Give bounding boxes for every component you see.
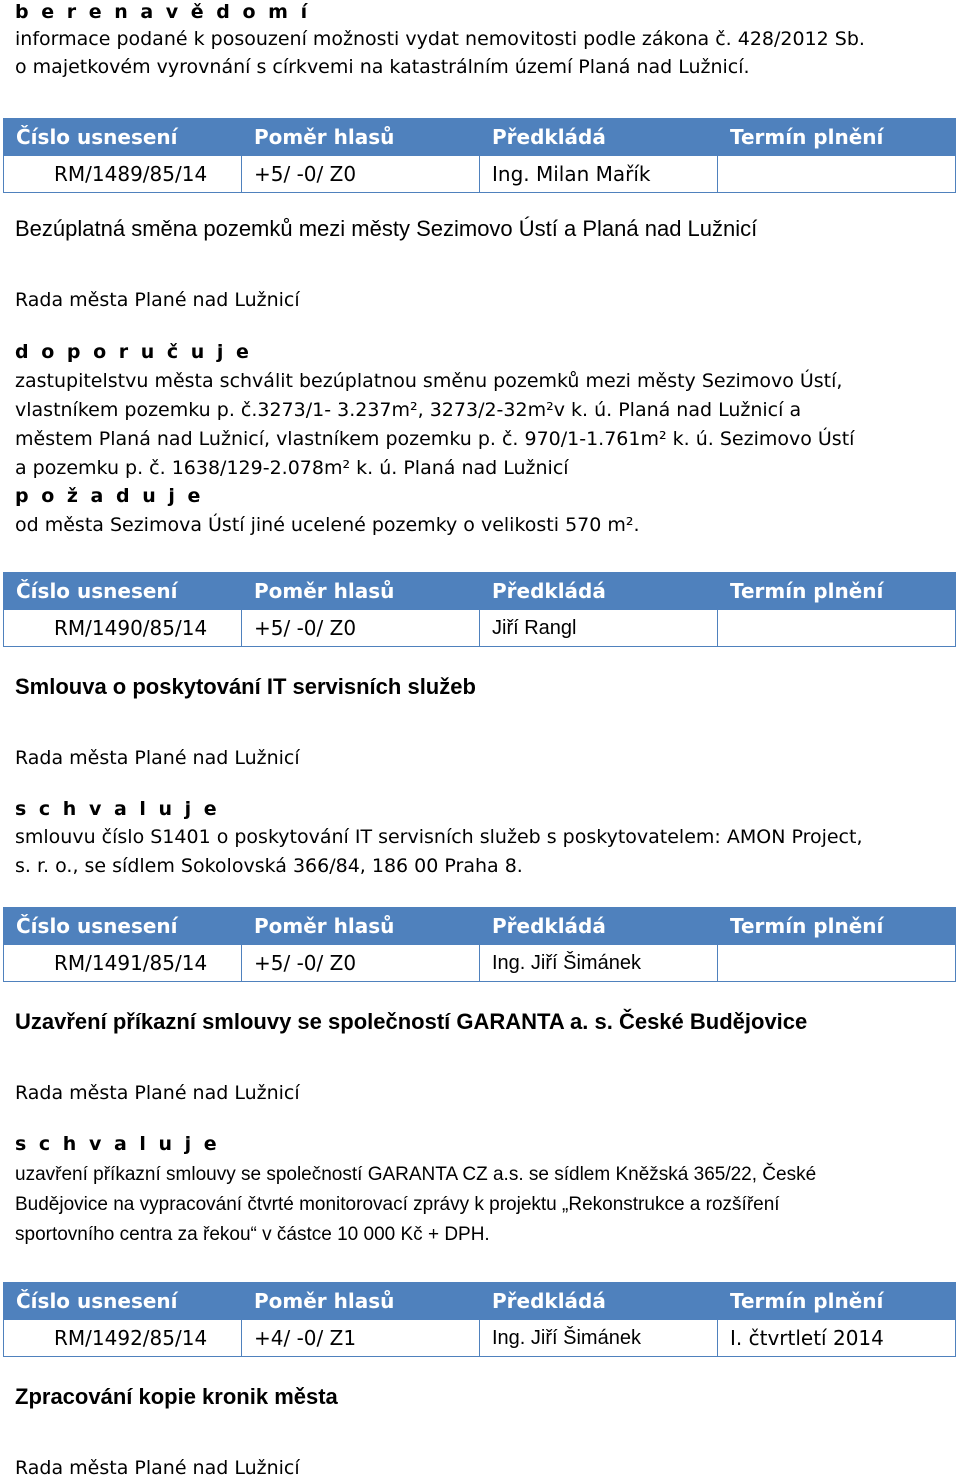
header-number: Číslo usnesení bbox=[4, 119, 242, 156]
header-deadline: Termín plnění bbox=[718, 1283, 956, 1320]
header-number: Číslo usnesení bbox=[4, 908, 242, 945]
header-votes: Poměr hlasů bbox=[242, 908, 480, 945]
resolution-title: Zpracování kopie kronik města bbox=[15, 1384, 338, 1409]
header-presenter: Předkládá bbox=[480, 908, 718, 945]
resolution-votes: +5/ -0/ Z0 bbox=[242, 156, 480, 193]
header-votes: Poměr hlasů bbox=[242, 573, 480, 610]
intro-line-2: o majetkovém vyrovnání s církvemi na katastrálním území Planá nad Lužnicí. bbox=[15, 56, 750, 78]
resolution-table-3 bbox=[3, 907, 956, 982]
resolution-text-line: smlouvu číslo S1401 o poskytování IT servisních služeb s poskytovatelem: AMON Project, bbox=[15, 826, 863, 848]
header-deadline: Termín plnění bbox=[718, 573, 956, 610]
resolution-title: Uzavření příkazní smlouvy se společností GARANTA a. s. České Budějovice bbox=[15, 1009, 808, 1034]
header-presenter: Předkládá bbox=[480, 119, 718, 156]
resolution-text-line: uzavření příkazní smlouvy se společností GARANTA CZ a.s. se sídlem Kněžská 365/22, České bbox=[15, 1164, 817, 1185]
resolution-number: RM/1492/85/14 bbox=[4, 1320, 242, 1357]
header-votes: Poměr hlasů bbox=[242, 119, 480, 156]
resolution-body-head: Rada města Plané nad Lužnicí bbox=[15, 747, 300, 769]
resolution-verb: s c h v a l u j e bbox=[15, 1133, 220, 1155]
resolution-text bbox=[15, 367, 955, 483]
resolution-text-line: a pozemku p. č. 1638/129-2.078m² k. ú. Planá nad Lužnicí bbox=[15, 457, 569, 479]
resolution-votes: +4/ -0/ Z1 bbox=[242, 1320, 480, 1357]
resolution-number: RM/1490/85/14 bbox=[4, 610, 242, 647]
resolution-verb-2: p o ž a d u j e bbox=[15, 485, 204, 507]
header-number: Číslo usnesení bbox=[4, 573, 242, 610]
header-deadline: Termín plnění bbox=[718, 908, 956, 945]
resolution-presenter: Jiří Rangl bbox=[480, 610, 718, 647]
resolution-text-line: sportovního centra za řekou“ v částce 10 000 Kč + DPH. bbox=[15, 1224, 490, 1245]
resolution-presenter: Ing. Jiří Šimánek bbox=[480, 1320, 718, 1357]
resolution-votes: +5/ -0/ Z0 bbox=[242, 610, 480, 647]
resolution-body-head: Rada města Plané nad Lužnicí bbox=[15, 1082, 300, 1104]
resolution-text-2: od města Sezimova Ústí jiné ucelené pozemky o velikosti 570 m². bbox=[15, 514, 640, 536]
resolution-table-4 bbox=[3, 1282, 956, 1357]
header-presenter: Předkládá bbox=[480, 573, 718, 610]
resolution-presenter: Ing. Milan Mařík bbox=[480, 156, 718, 193]
resolution-deadline bbox=[718, 610, 956, 647]
resolution-text-line: městem Planá nad Lužnicí, vlastníkem pozemku p. č. 970/1-1.761m² k. ú. Sezimovo Ústí bbox=[15, 428, 855, 450]
header-votes: Poměr hlasů bbox=[242, 1283, 480, 1320]
resolution-text-line: zastupitelstvu města schválit bezúplatnou směnu pozemků mezi městy Sezimovo Ústí, bbox=[15, 370, 843, 392]
resolution-verb: s c h v a l u j e bbox=[15, 798, 220, 820]
intro-heading: b e r e n a v ě d o m í bbox=[15, 1, 311, 23]
resolution-votes: +5/ -0/ Z0 bbox=[242, 945, 480, 982]
resolution-title: Smlouva o poskytování IT servisních služeb bbox=[15, 674, 476, 699]
resolution-number: RM/1489/85/14 bbox=[4, 156, 242, 193]
header-deadline: Termín plnění bbox=[718, 119, 956, 156]
resolution-table-2 bbox=[3, 572, 956, 647]
resolution-text bbox=[15, 1160, 955, 1250]
resolution-deadline bbox=[718, 945, 956, 982]
intro-line-1: informace podané k posouzení možnosti vydat nemovitosti podle zákona č. 428/2012 Sb. bbox=[15, 28, 865, 50]
resolution-text-line: vlastníkem pozemku p. č.3273/1- 3.237m², 3273/2-32m²v k. ú. Planá nad Lužnicí a bbox=[15, 399, 802, 421]
resolution-text-line: Budějovice na vypracování čtvrté monitorovací zprávy k projektu „Rekonstrukce a rozšíření bbox=[15, 1194, 780, 1215]
resolution-deadline bbox=[718, 156, 956, 193]
header-presenter: Předkládá bbox=[480, 1283, 718, 1320]
resolution-text bbox=[15, 823, 955, 881]
resolution-table-1 bbox=[3, 118, 956, 193]
resolution-title: Bezúplatná směna pozemků mezi městy Sezimovo Ústí a Planá nad Lužnicí bbox=[15, 216, 758, 241]
resolution-verb: d o p o r u č u j e bbox=[15, 341, 252, 363]
resolution-text-line: s. r. o., se sídlem Sokolovská 366/84, 186 00 Praha 8. bbox=[15, 855, 523, 877]
resolution-body-head: Rada města Plané nad Lužnicí bbox=[15, 289, 300, 311]
resolution-presenter: Ing. Jiří Šimánek bbox=[480, 945, 718, 982]
header-number: Číslo usnesení bbox=[4, 1283, 242, 1320]
resolution-body-head: Rada města Plané nad Lužnicí bbox=[15, 1457, 300, 1479]
resolution-deadline: I. čtvrtletí 2014 bbox=[718, 1320, 956, 1357]
resolution-number: RM/1491/85/14 bbox=[4, 945, 242, 982]
